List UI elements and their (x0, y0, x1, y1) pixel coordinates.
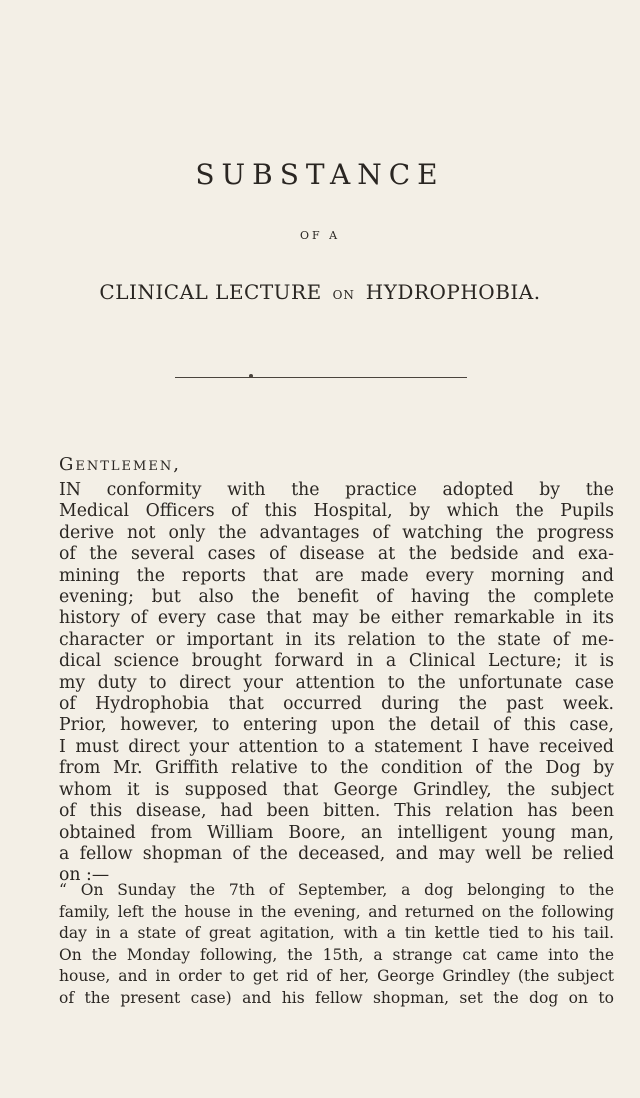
body-line: dical science brought forward in a Clinical Lecture; it is (59, 651, 614, 672)
divider-rule (175, 377, 467, 378)
body-line: obtained from William Boore, an intelligent young man, (59, 822, 614, 843)
body-line: Prior, however, to entering upon the detail of this case, (59, 715, 614, 736)
body-line: my duty to direct your attention to the unfortunate case (59, 672, 614, 693)
body-line: history of every case that may be either remarkable in its (59, 608, 614, 629)
subtitle-left: CLINICAL LECTURE (99, 280, 322, 304)
body-line: IN conformity with the practice adopted by the (59, 480, 614, 500)
subtitle-on: ON (332, 288, 355, 302)
quote-line: day in a state of great agitation, with a tin kettle tied to his tail. (59, 924, 614, 943)
body-line: of this disease, had been bitten. This relation has been (59, 801, 614, 822)
body-line: on :— (59, 865, 110, 886)
quote-line: On the Monday following, the 15th, a strange cat came into the (59, 945, 614, 964)
body-paragraph (59, 480, 614, 887)
subtitle-right: HYDROPHOBIA. (365, 280, 541, 304)
body-line: from Mr. Griffith relative to the condition of the Dog by (59, 758, 614, 779)
title-of: OF A (299, 229, 341, 242)
body-line: character or important in its relation to the state of me- (59, 629, 614, 650)
body-line: of Hydrophobia that occurred during the past week. (59, 694, 614, 715)
body-line: a fellow shopman of the deceased, and may well be relied (59, 843, 614, 864)
divider-ornament (249, 374, 253, 378)
title: SUBSTANCE (195, 158, 445, 191)
body-line: Medical Officers of this Hospital, by which the Pupils (59, 501, 614, 522)
salutation: Gentlemen, (59, 454, 181, 475)
quote-line: house, and in order to get rid of her, George Grindley (the subject (59, 967, 614, 986)
quote-line: of the present case) and his fellow shopman, set the dog on to (59, 988, 614, 1007)
body-line: evening; but also the benefit of having the complete (59, 587, 614, 608)
quote-line: “ On Sunday the 7th of September, a dog belonging to the (59, 881, 614, 899)
subtitle (0, 280, 640, 304)
body-line: mining the reports that are made every morning and (59, 565, 614, 586)
quote-line: family, left the house in the evening, and returned on the following (59, 902, 614, 921)
body-line: of the several cases of disease at the bedside and exa- (59, 544, 614, 565)
body-line: derive not only the advantages of watching the progress (59, 522, 614, 543)
body-line: I must direct your attention to a statement I have received (59, 736, 614, 757)
quoted-statement (59, 880, 614, 1010)
body-line: whom it is supposed that George Grindley, the subject (59, 779, 614, 800)
